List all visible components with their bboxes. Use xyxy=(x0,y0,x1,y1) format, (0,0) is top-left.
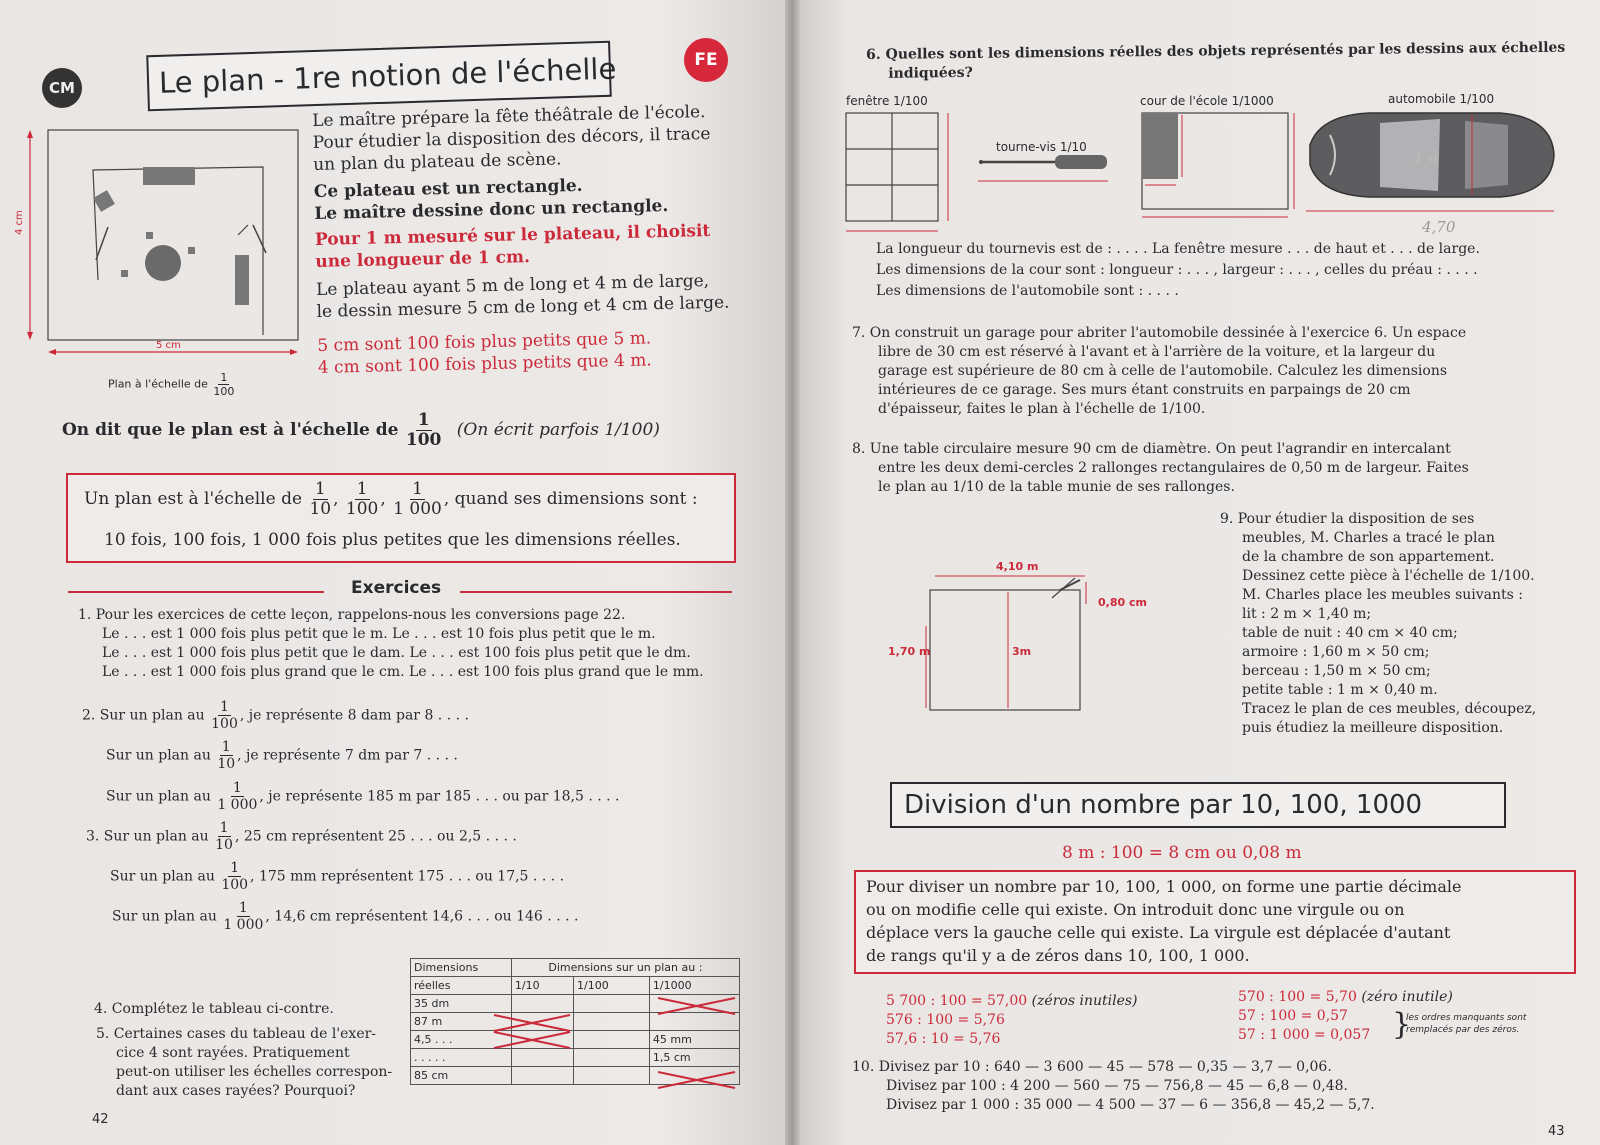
exercices-rule-right xyxy=(460,591,732,593)
table-row-label: 35 dm xyxy=(411,995,512,1013)
example-expr: 5 700 : 100 = 57,00 xyxy=(886,993,1028,1009)
ex5-line: cice 4 sont rayées. Pratiquement xyxy=(116,1045,350,1061)
ex6-title-line: 6. Quelles sont les dimensions réelles des objets représentés par les dessins aux échelles xyxy=(866,39,1566,63)
exercise-7 xyxy=(852,324,1466,419)
ex1-line: Le . . . est 1 000 fois plus grand que le cm. Le . . . est 100 fois plus grand que le mm. xyxy=(102,664,704,680)
ex-fraction xyxy=(221,861,248,892)
table-col: 1/100 xyxy=(574,977,650,995)
table-header: Dimensions sur un plan au : xyxy=(511,959,739,977)
handwritten-1-6: 1,6 xyxy=(1414,150,1438,168)
ex-den: 1 000 xyxy=(223,917,264,933)
courtyard-figure xyxy=(1142,113,1294,217)
stage-plan-figure xyxy=(18,125,308,365)
intro-line: Le maître dessine donc un rectangle. xyxy=(314,195,669,224)
ex-den: 10 xyxy=(215,837,233,853)
exercise-6-text xyxy=(876,240,1480,301)
lesson-title: Le plan - 1re notion de l'échelle xyxy=(158,51,617,100)
ex9-line: M. Charles place les meubles suivants : xyxy=(1242,587,1524,603)
room-width: 4,10 m xyxy=(996,560,1039,573)
ex-post: , je représente 185 m par 185 . . . ou par 18,5 . . . . xyxy=(259,788,620,805)
label-auto: automobile 1/100 xyxy=(1388,92,1495,106)
intro-line: 4 cm sont 100 fois plus petits que 4 m. xyxy=(317,350,652,378)
intro-line: 5 cm sont 100 fois plus petits que 5 m. xyxy=(317,328,652,356)
example-line: 57,6 : 10 = 5,76 xyxy=(886,1031,1001,1047)
example-line xyxy=(1238,988,1453,1007)
ex3-line-2 xyxy=(110,861,564,892)
ex-den: 100 xyxy=(211,716,238,732)
caption-num: 1 xyxy=(220,371,228,384)
rule-box xyxy=(66,473,736,563)
rule-den: 100 xyxy=(345,499,379,519)
table-cell: 45 mm xyxy=(649,1031,739,1049)
rule-line-1: Un plan est à l'échelle de $\frac{1}{10}$ , $\frac{1}{100}$ , $\frac{1}{1 000}$ , quand ses dimensions sont : xyxy=(84,479,698,519)
table-row-label: 87 m xyxy=(411,1013,512,1031)
caption-fraction xyxy=(213,372,234,397)
ex-pre: Sur un plan au xyxy=(106,788,211,805)
badge-fe: FE xyxy=(684,38,728,82)
ex9-line: table de nuit : 40 cm × 40 cm; xyxy=(1242,625,1458,641)
ex9-line: Tracez le plan de ces meubles, découpez, xyxy=(1242,701,1537,717)
example-note: (zéros inutiles) xyxy=(1031,993,1138,1009)
on-dit-line xyxy=(62,412,660,449)
ex6-line: Les dimensions de l'automobile sont : . . . . xyxy=(876,283,1179,299)
div-rule-line: ou on modifie celle qui existe. On introduit donc une virgule ou on xyxy=(866,900,1405,919)
table-row-label: 85 cm xyxy=(411,1067,512,1085)
ex8-line: le plan au 1/10 de la table munie de ses rallonges. xyxy=(878,479,1235,495)
rule-text-a: Un plan est à l'échelle de xyxy=(84,489,303,509)
intro-line: Le maître prépare la fête théâtrale de l'école. xyxy=(312,102,706,131)
ex2-line-2 xyxy=(106,740,458,771)
right-page xyxy=(800,0,1600,1145)
window-figure xyxy=(846,113,938,221)
on-dit-note: (On écrit parfois 1/100) xyxy=(456,420,660,440)
ex9-line: petite table : 1 m × 0,40 m. xyxy=(1242,682,1438,698)
label-fenetre: fenêtre 1/100 xyxy=(846,94,928,108)
left-page xyxy=(0,0,785,1145)
lesson-title-box xyxy=(146,41,617,112)
ex1-line: Le . . . est 1 000 fois plus petit que le dam. Le . . . est 100 fois plus petit que le dm. xyxy=(102,645,691,661)
ex8-line: entre les deux demi-cercles 2 rallonges rectangulaires de 0,50 m de largeur. Faites xyxy=(878,460,1469,476)
example-note: (zéro inutile) xyxy=(1361,989,1453,1005)
ex9-line: puis étudiez la meilleure disposition. xyxy=(1242,720,1504,736)
table-header: réelles xyxy=(411,977,512,995)
example-line xyxy=(886,992,1138,1011)
ex5-line: dant aux cases rayées? Pourquoi? xyxy=(116,1083,356,1099)
exercise-9 xyxy=(1220,510,1536,738)
rule-num: 1 xyxy=(314,479,326,499)
dim-height-label: 4 cm xyxy=(14,210,25,235)
caption-text: Plan à l'échelle de xyxy=(108,377,208,391)
ex5-line: peut-on utiliser les échelles correspon- xyxy=(116,1064,393,1080)
ex7-line: garage est supérieure de 80 cm à celle de l'automobile. Calculez les dimensions xyxy=(878,363,1448,379)
table-col: 1/1000 xyxy=(649,977,739,995)
example-expr: 570 : 100 = 5,70 xyxy=(1238,989,1357,1005)
on-dit-num: 1 xyxy=(417,410,430,430)
rule-text-b: , quand ses dimensions sont : xyxy=(443,489,698,509)
intro-line: Ce plateau est un rectangle. xyxy=(313,175,583,202)
room-door: 0,80 cm xyxy=(1098,596,1147,609)
ex9-line: berceau : 1,50 m × 50 cm; xyxy=(1242,663,1431,679)
rule-den: 1 000 xyxy=(393,499,442,519)
ex9-line: armoire : 1,60 m × 50 cm; xyxy=(1242,644,1430,660)
ex-pre: Sur un plan au xyxy=(110,868,215,885)
ex3-line-1 xyxy=(86,821,517,852)
ex-fraction xyxy=(217,781,257,812)
conversion-table xyxy=(410,958,740,1085)
exercise-1 xyxy=(78,606,704,682)
example-line: 576 : 100 = 5,76 xyxy=(886,1012,1005,1028)
ex-pre: Sur un plan au xyxy=(112,908,217,925)
table-header: Dimensions xyxy=(411,959,512,977)
ex-fraction xyxy=(215,821,233,852)
brace-note xyxy=(1406,1012,1526,1036)
division-title-box xyxy=(890,782,1506,828)
caption-den: 100 xyxy=(213,385,235,398)
dim-width-label: 5 cm xyxy=(156,340,181,351)
exercise-4: 4. Complétez le tableau ci-contre. xyxy=(94,1001,334,1017)
room-depth: 3m xyxy=(1012,645,1032,658)
exercise-10 xyxy=(852,1058,1375,1115)
ex-num: 1 xyxy=(238,900,248,916)
ex-num: 1 xyxy=(220,699,229,715)
book-gutter xyxy=(785,0,800,1145)
ex7-line: libre de 30 cm est réservé à l'avant et à l'arrière de la voiture, et la largeur du xyxy=(878,344,1436,360)
rule-num: 1 xyxy=(356,479,368,499)
table-row-label: . . . . . xyxy=(411,1049,512,1067)
example-line: 57 : 1 000 = 0,057 xyxy=(1238,1027,1371,1043)
ex7-line: intérieures de ce garage. Ses murs étant construits en parpaings de 20 cm xyxy=(878,382,1411,398)
ex-num: 1 xyxy=(230,860,240,876)
div-rule-line: déplace vers la gauche celle qui existe. La virgule est déplacée d'autant xyxy=(866,923,1451,942)
brace-icon: } xyxy=(1392,1007,1412,1042)
rule-num: 1 xyxy=(412,479,423,499)
ex-post: , je représente 8 dam par 8 . . . . xyxy=(239,707,469,724)
screwdriver-figure xyxy=(978,155,1108,181)
ex10-line: 10. Divisez par 10 : 640 — 3 600 — 45 — 578 — 0,35 — 3,7 — 0,06. xyxy=(852,1059,1332,1075)
ex-fraction xyxy=(211,700,238,731)
ex-post: , 14,6 cm représentent 14,6 . . . ou 146 . . . . xyxy=(265,908,579,925)
ex-den: 10 xyxy=(217,756,236,772)
rule-line-2: 10 fois, 100 fois, 1 000 fois plus petites que les dimensions réelles. xyxy=(104,530,681,550)
ex-post: , 25 cm représentent 25 . . . ou 2,5 . . . . xyxy=(234,828,517,845)
intro-text xyxy=(312,100,738,378)
div-rule-line: Pour diviser un nombre par 10, 100, 1 000, on forme une partie décimale xyxy=(866,877,1462,896)
handwritten-4-70: 4,70 xyxy=(1422,218,1456,236)
ex1-line: 1. Pour les exercices de cette leçon, rappelons-nous les conversions page 22. xyxy=(78,607,626,623)
label-cour: cour de l'école 1/1000 xyxy=(1140,94,1274,108)
rule-frac-100 xyxy=(346,481,378,518)
ex-num: 1 xyxy=(232,780,242,796)
ex6-line: La longueur du tournevis est de : . . . . La fenêtre mesure . . . de haut et . . . de large. xyxy=(876,241,1480,257)
ex6-figures xyxy=(840,105,1570,240)
page-number-left: 42 xyxy=(92,1112,109,1127)
ex2-line-3 xyxy=(106,781,620,812)
ex6-title-line: indiquées? xyxy=(888,64,973,82)
table-grid xyxy=(410,958,740,1085)
on-dit-fraction xyxy=(406,412,442,449)
exercise-5 xyxy=(96,1025,392,1101)
intro-line: une longueur de 1 cm. xyxy=(315,247,531,272)
ex7-line: d'épaisseur, faites le plan à l'échelle de 1/100. xyxy=(878,401,1206,417)
ex-pre: Sur un plan au xyxy=(106,747,211,764)
division-rule-box xyxy=(854,870,1576,974)
exercices-rule-left xyxy=(68,591,324,593)
ex-den: 100 xyxy=(221,877,249,893)
div-rule-line: de rangs qu'il y a de zéros dans 10, 100, 1 000. xyxy=(866,946,1250,965)
intro-line: Pour étudier la disposition des décors, il trace xyxy=(312,123,711,153)
table-col: 1/10 xyxy=(511,977,573,995)
exercices-title: Exercices xyxy=(351,578,442,598)
room-height: 1,70 m xyxy=(888,645,931,658)
exercise-8 xyxy=(852,440,1469,497)
example-line: 57 : 100 = 0,57 xyxy=(1238,1008,1348,1024)
ex10-line: Divisez par 100 : 4 200 — 560 — 75 — 756,8 — 45 — 6,8 — 0,48. xyxy=(886,1078,1348,1094)
ex8-line: 8. Une table circulaire mesure 90 cm de diamètre. On peut l'agrandir en intercalant xyxy=(852,441,1451,457)
intro-line: le dessin mesure 5 cm de long et 4 cm de large. xyxy=(316,292,730,322)
ex-den: 1 000 xyxy=(217,797,258,813)
ex3-line-3 xyxy=(112,901,578,932)
ex5-line: 5. Certaines cases du tableau de l'exer- xyxy=(96,1026,377,1042)
table-cell: 1,5 cm xyxy=(649,1049,739,1067)
ex-pre: 2. Sur un plan au xyxy=(82,707,205,724)
intro-line: Pour 1 m mesuré sur le plateau, il choisit xyxy=(314,220,711,250)
examples-left xyxy=(886,992,1138,1049)
plan-outer-rect xyxy=(48,130,298,340)
exercise-6-title xyxy=(866,39,1566,84)
intro-line: Le plateau ayant 5 m de long et 4 m de large, xyxy=(315,271,710,300)
ex1-line: Le . . . est 1 000 fois plus petit que le m. Le . . . est 10 fois plus petit que le m. xyxy=(102,626,656,642)
ex9-line: Dessinez cette pièce à l'échelle de 1/100. xyxy=(1242,568,1535,584)
division-example: 8 m : 100 = 8 cm ou 0,08 m xyxy=(1062,843,1302,863)
figure-caption xyxy=(108,372,236,397)
ex9-line: lit : 2 m × 1,40 m; xyxy=(1242,606,1372,622)
ex-fraction xyxy=(223,901,263,932)
on-dit-text: On dit que le plan est à l'échelle de xyxy=(62,420,399,440)
rule-frac-10 xyxy=(309,481,331,518)
on-dit-den: 100 xyxy=(405,430,442,450)
ex9-line: meubles, M. Charles a tracé le plan xyxy=(1242,530,1495,546)
division-title: Division d'un nombre par 10, 100, 1000 xyxy=(904,790,1423,820)
ex2-line-1 xyxy=(82,700,469,731)
intro-line: un plan du plateau de scène. xyxy=(313,149,562,175)
brace-note-line: les ordres manquants sont xyxy=(1406,1013,1527,1023)
ex10-line: Divisez par 1 000 : 35 000 — 4 500 — 37 — 6 — 356,8 — 45,2 — 5,7. xyxy=(886,1097,1375,1113)
ex-post: , je représente 7 dm par 7 . . . . xyxy=(237,747,458,764)
ex9-line: 9. Pour étudier la disposition de ses xyxy=(1220,511,1475,527)
ex-fraction xyxy=(217,740,235,771)
ex-pre: 3. Sur un plan au xyxy=(86,828,209,845)
ex-post: , 175 mm représentent 175 . . . ou 17,5 . . . . xyxy=(250,868,565,885)
brace-note-line: remplacés par des zéros. xyxy=(1406,1025,1520,1035)
badge-cm: CM xyxy=(42,68,82,108)
table-row-label: 4,5 . . . xyxy=(411,1031,512,1049)
ex7-line: 7. On construit un garage pour abriter l'automobile dessinée à l'exercice 6. Un espace xyxy=(852,325,1467,341)
label-tournevis: tourne-vis 1/10 xyxy=(996,140,1087,154)
ex9-line: de la chambre de son appartement. xyxy=(1242,549,1495,565)
ex-num: 1 xyxy=(221,739,231,755)
rule-frac-1000 xyxy=(393,481,442,518)
ex6-line: Les dimensions de la cour sont : longueur : . . . , largeur : . . . , celles du préau : . . . . xyxy=(876,262,1478,278)
page-number-right: 43 xyxy=(1548,1124,1565,1139)
rule-den: 10 xyxy=(309,499,332,519)
ex-num: 1 xyxy=(219,820,229,836)
